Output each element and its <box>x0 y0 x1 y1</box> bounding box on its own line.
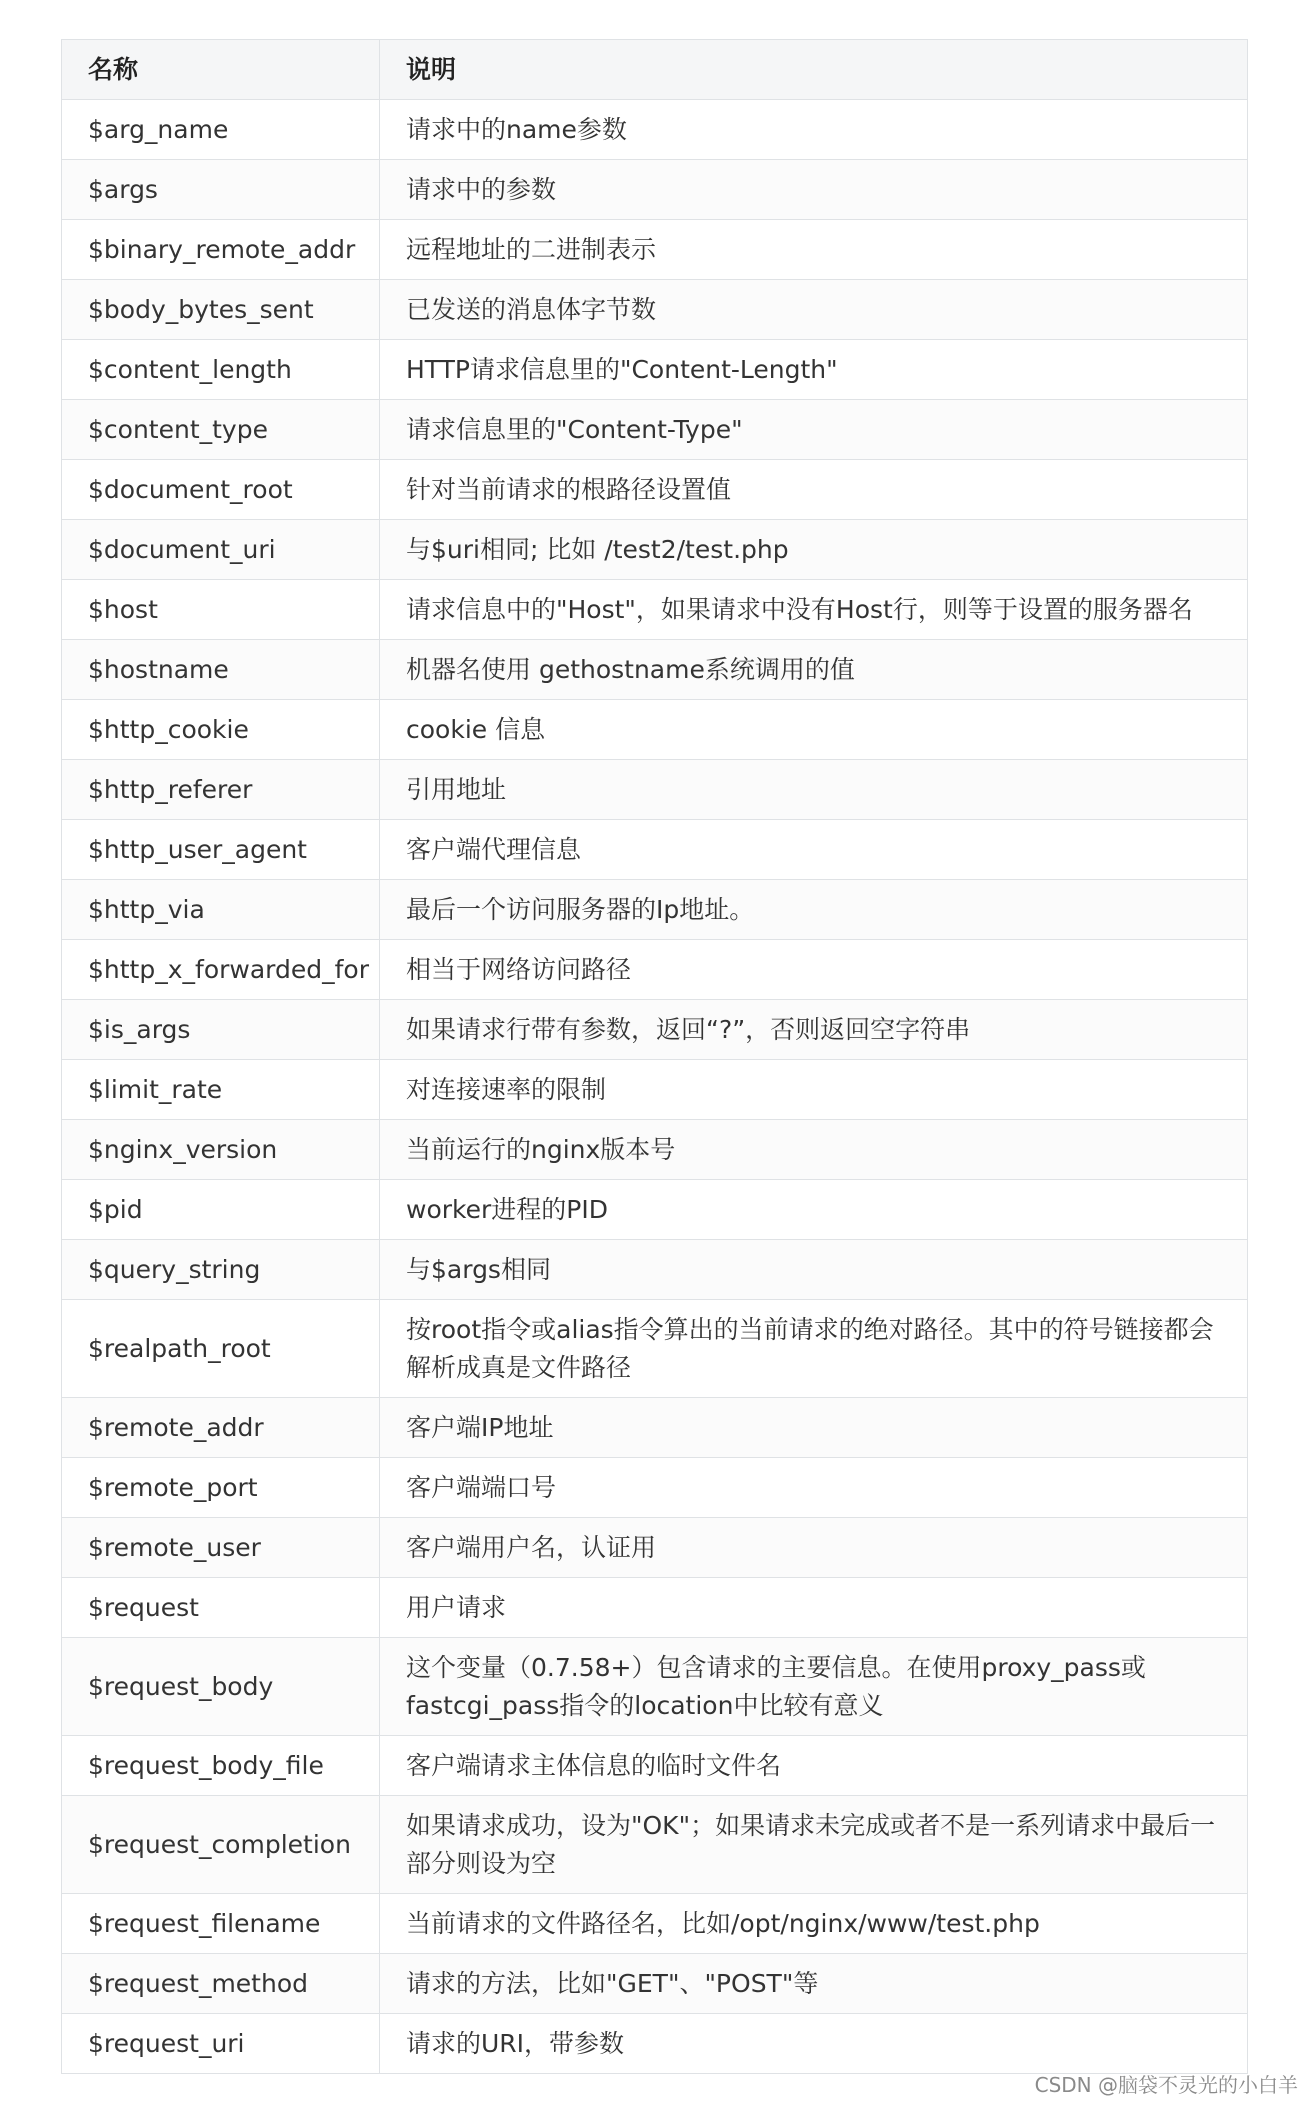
table-row <box>62 1458 1248 1518</box>
variable-name-cell: $request <box>62 1578 380 1638</box>
variable-description-cell: 请求的URI，带参数 <box>380 2014 1248 2074</box>
variable-name-cell: $body_bytes_sent <box>62 280 380 340</box>
variable-name-cell: $http_x_forwarded_for <box>62 940 380 1000</box>
variable-name-cell: $request_body_file <box>62 1736 380 1796</box>
variable-name-cell: $nginx_version <box>62 1120 380 1180</box>
variable-description-cell: 远程地址的二进制表示 <box>380 220 1248 280</box>
table-row <box>62 1736 1248 1796</box>
variable-description-cell: 当前请求的文件路径名，比如/opt/nginx/www/test.php <box>380 1894 1248 1954</box>
variable-description-cell: 客户端用户名，认证用 <box>380 1518 1248 1578</box>
variable-description-cell: 最后一个访问服务器的Ip地址。 <box>380 880 1248 940</box>
variable-description-cell: 客户端端口号 <box>380 1458 1248 1518</box>
variable-name-cell: $limit_rate <box>62 1060 380 1120</box>
table-row <box>62 1518 1248 1578</box>
table-row <box>62 1578 1248 1638</box>
variable-description-cell: 如果请求行带有参数，返回“?”，否则返回空字符串 <box>380 1000 1248 1060</box>
header-description: 说明 <box>380 40 1248 100</box>
table-row <box>62 1954 1248 2014</box>
nginx-variables-table <box>61 39 1248 2074</box>
variable-description-cell: worker进程的PID <box>380 1180 1248 1240</box>
table-row <box>62 160 1248 220</box>
variable-description-cell: 请求中的name参数 <box>380 100 1248 160</box>
variable-name-cell: $http_cookie <box>62 700 380 760</box>
table-row <box>62 460 1248 520</box>
variable-name-cell: $content_type <box>62 400 380 460</box>
table-row <box>62 1060 1248 1120</box>
variable-description-cell: 请求信息中的"Host"，如果请求中没有Host行，则等于设置的服务器名 <box>380 580 1248 640</box>
variable-name-cell: $request_filename <box>62 1894 380 1954</box>
variable-description-cell: 客户端代理信息 <box>380 820 1248 880</box>
table-row <box>62 400 1248 460</box>
variable-name-cell: $binary_remote_addr <box>62 220 380 280</box>
variable-name-cell: $http_referer <box>62 760 380 820</box>
variable-description-cell: 按root指令或alias指令算出的当前请求的绝对路径。其中的符号链接都会解析成真是文件路径 <box>380 1300 1248 1398</box>
table-row <box>62 220 1248 280</box>
table-row <box>62 880 1248 940</box>
variable-name-cell: $is_args <box>62 1000 380 1060</box>
variable-name-cell: $host <box>62 580 380 640</box>
header-name: 名称 <box>62 40 380 100</box>
table-row <box>62 520 1248 580</box>
variable-description-cell: 客户端IP地址 <box>380 1398 1248 1458</box>
variable-name-cell: $realpath_root <box>62 1300 380 1398</box>
variable-name-cell: $query_string <box>62 1240 380 1300</box>
table-row <box>62 580 1248 640</box>
table-row <box>62 1638 1248 1736</box>
variable-name-cell: $http_via <box>62 880 380 940</box>
variable-name-cell: $document_uri <box>62 520 380 580</box>
csdn-watermark: CSDN @脑袋不灵光的小白羊 <box>1034 2073 1298 2097</box>
table-row <box>62 700 1248 760</box>
table-row <box>62 1300 1248 1398</box>
table-row <box>62 640 1248 700</box>
variable-description-cell: 引用地址 <box>380 760 1248 820</box>
variables-table-container <box>61 39 1247 2074</box>
variable-description-cell: 请求中的参数 <box>380 160 1248 220</box>
variable-description-cell: cookie 信息 <box>380 700 1248 760</box>
variable-description-cell: 与$args相同 <box>380 1240 1248 1300</box>
table-row <box>62 940 1248 1000</box>
table-row <box>62 1180 1248 1240</box>
table-row <box>62 340 1248 400</box>
table-row <box>62 1796 1248 1894</box>
variable-name-cell: $args <box>62 160 380 220</box>
variable-description-cell: 请求信息里的"Content-Type" <box>380 400 1248 460</box>
table-body <box>62 100 1248 2074</box>
table-row <box>62 1120 1248 1180</box>
variable-name-cell: $document_root <box>62 460 380 520</box>
variable-name-cell: $arg_name <box>62 100 380 160</box>
table-row <box>62 820 1248 880</box>
variable-name-cell: $content_length <box>62 340 380 400</box>
table-header-row <box>62 40 1248 100</box>
variable-name-cell: $http_user_agent <box>62 820 380 880</box>
table-row <box>62 1894 1248 1954</box>
variable-description-cell: 这个变量（0.7.58+）包含请求的主要信息。在使用proxy_pass或fastcgi_pass指令的location中比较有意义 <box>380 1638 1248 1736</box>
variable-description-cell: HTTP请求信息里的"Content-Length" <box>380 340 1248 400</box>
variable-description-cell: 当前运行的nginx版本号 <box>380 1120 1248 1180</box>
variable-description-cell: 请求的方法，比如"GET"、"POST"等 <box>380 1954 1248 2014</box>
table-row <box>62 2014 1248 2074</box>
variable-name-cell: $remote_port <box>62 1458 380 1518</box>
variable-name-cell: $remote_addr <box>62 1398 380 1458</box>
variable-name-cell: $remote_user <box>62 1518 380 1578</box>
variable-description-cell: 对连接速率的限制 <box>380 1060 1248 1120</box>
variable-description-cell: 如果请求成功，设为"OK"；如果请求未完成或者不是一系列请求中最后一部分则设为空 <box>380 1796 1248 1894</box>
table-row <box>62 100 1248 160</box>
table-row <box>62 1240 1248 1300</box>
variable-name-cell: $request_method <box>62 1954 380 2014</box>
table-row <box>62 280 1248 340</box>
variable-name-cell: $hostname <box>62 640 380 700</box>
variable-name-cell: $pid <box>62 1180 380 1240</box>
variable-description-cell: 针对当前请求的根路径设置值 <box>380 460 1248 520</box>
variable-description-cell: 机器名使用 gethostname系统调用的值 <box>380 640 1248 700</box>
variable-name-cell: $request_uri <box>62 2014 380 2074</box>
table-row <box>62 1000 1248 1060</box>
variable-description-cell: 已发送的消息体字节数 <box>380 280 1248 340</box>
variable-name-cell: $request_completion <box>62 1796 380 1894</box>
table-row <box>62 760 1248 820</box>
variable-description-cell: 用户请求 <box>380 1578 1248 1638</box>
variable-description-cell: 客户端请求主体信息的临时文件名 <box>380 1736 1248 1796</box>
variable-description-cell: 相当于网络访问路径 <box>380 940 1248 1000</box>
variable-description-cell: 与$uri相同; 比如 /test2/test.php <box>380 520 1248 580</box>
variable-name-cell: $request_body <box>62 1638 380 1736</box>
table-row <box>62 1398 1248 1458</box>
